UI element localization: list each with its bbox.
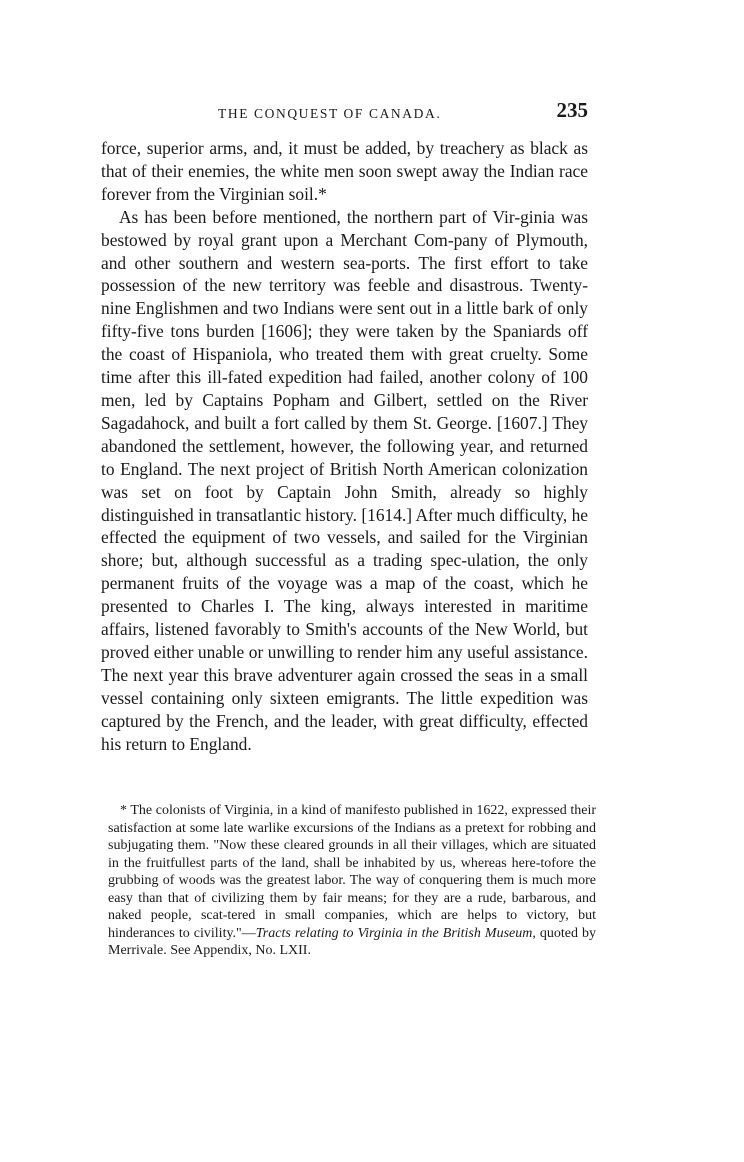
footnote-paragraph bbox=[108, 802, 596, 960]
body-text bbox=[101, 137, 588, 755]
body-paragraph: force, superior arms, and, it must be added, by treachery as black as that of their enemies, the white men soon swept away the Indian race forever from the Virginian soil.* bbox=[101, 138, 588, 204]
footnote-tail: quoted by Merrivale. See Appendix, No. LXII. bbox=[108, 925, 597, 958]
page-number: 235 bbox=[556, 98, 588, 122]
running-head bbox=[100, 98, 588, 128]
footnote-text: * The colonists of Virginia, in a kind of manifesto published in 1622, expressed their satisfaction at some late warlike excursions of the Indians as a pretext for robbing and subjugating them. "Now these cleared grounds in all their villages, which are situated in the fruitfullest parts of the land, shall be inhabited by us, whereas here-tofore the grubbing of woods was the greatest labor. The way of conquering them is much more easy than that of civilizing them by fair means; for they are a rude, barbarous, and naked people, scat-tered in small companies, which are helps to victory, but hinderances to civility."— bbox=[108, 803, 596, 941]
footnote bbox=[108, 802, 596, 960]
footnote-citation: Tracts relating to Virginia in the British Museum, bbox=[255, 925, 536, 941]
body-paragraph: As has been before mentioned, the northern part of Vir-ginia was bestowed by royal grant upon a Merchant Com-pany of Plymouth, and other southern and western sea-ports. The first effort to take possession of the new territory was feeble and disastrous. Twenty-nine Englishmen and two Indians were sent out in a little bark of only fifty-five tons burden [1606]; they were taken by the Spaniards off the coast of Hispaniola, who treated them with great cruelty. Some time after this ill-fated expedition had failed, another colony of 100 men, led by Captains Popham and Gilbert, settled on the River Sagadahock, and built a fort called by them St. George. [1607.] They abandoned the settlement, however, the following year, and returned to England. The next project of British North American colonization was set on foot by Captain John Smith, already so highly distinguished in transatlantic history. [1614.] After much difficulty, he effected the equipment of two vessels, and sailed for the Virginian shore; but, although successful as a trading spec-ulation, the only permanent fruits of the voyage was a map of the coast, which he presented to Charles I. The king, always interested in maritime affairs, listened favorably to Smith's accounts of the New World, but proved either unable or unwilling to render him any useful assistance. The next year this brave adventurer again crossed the seas in a small vessel containing only sixteen emigrants. The little expedition was captured by the French, and the leader, with great difficulty, effected his return to England. bbox=[101, 206, 588, 754]
running-title: THE CONQUEST OF CANADA. bbox=[218, 106, 442, 121]
